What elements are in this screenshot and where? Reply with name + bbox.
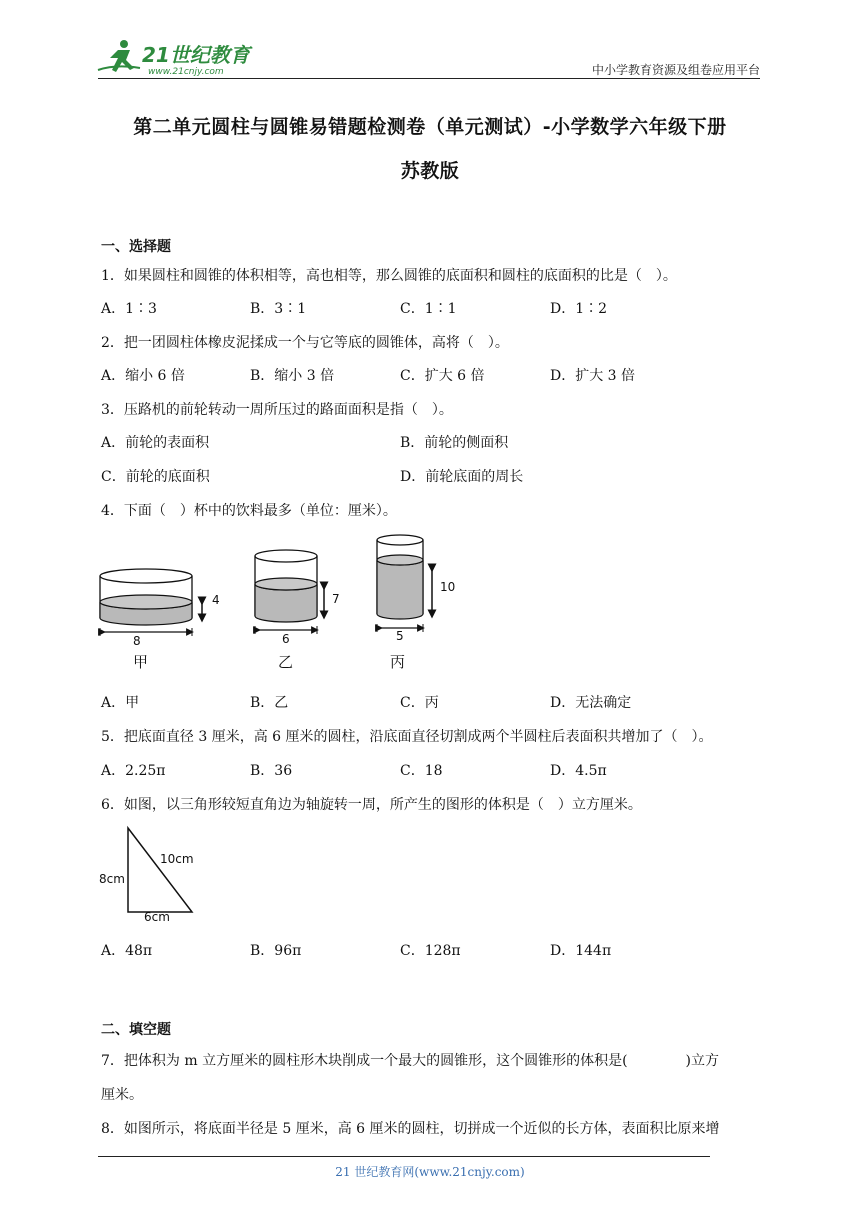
triangle-vertical-label: 8cm [99,872,125,886]
triangle-hypotenuse-label: 10cm [160,852,194,866]
svg-text:www.21cnjy.com: www.21cnjy.com [148,67,224,77]
cup-yi-diameter: 6 [282,632,290,646]
site-logo [96,38,261,78]
question-7-line2: 厘米。 [101,1087,143,1103]
q1-option-b[interactable]: B．3∶1 [250,301,307,317]
triangle-base-label: 6cm [144,910,170,924]
q1-option-d[interactable]: D．1∶2 [550,301,608,317]
cup-yi [255,550,324,634]
q3-option-a[interactable]: A．前轮的表面积 [101,435,210,451]
cup-jia-label: 甲 [133,653,149,671]
q3-option-c[interactable]: C．前轮的底面积 [101,469,210,485]
q5-option-a[interactable]: A．2.25π [101,763,166,779]
cup-yi-height: 7 [332,592,340,606]
runner-icon [98,40,140,72]
q4-option-d[interactable]: D．无法确定 [550,695,632,711]
section-heading-choice: 一、选择题 [101,239,171,255]
question-5: 5．把底面直径 3 厘米，高 6 厘米的圆柱，沿底面直径切割成两个半圆柱后表面积共增加了（ ）。 [101,729,713,745]
q1-option-a[interactable]: A．1∶3 [101,301,157,317]
q6-option-d[interactable]: D．144π [550,943,612,959]
q3-option-d[interactable]: D．前轮底面的周长 [400,469,524,485]
question-8: 8．如图所示，将底面半径是 5 厘米，高 6 厘米的圆柱，切拼成一个近似的长方体，表面积比原来增 [101,1121,720,1137]
q6-option-c[interactable]: C．128π [400,943,461,959]
q4-option-a[interactable]: A．甲 [101,695,140,711]
q2-option-a[interactable]: A．缩小 6 倍 [101,368,185,384]
q6-option-b[interactable]: B．96π [250,943,302,959]
cup-jia-height: 4 [212,593,220,607]
q4-option-c[interactable]: C．丙 [400,695,439,711]
header-divider [98,78,760,79]
q4-option-b[interactable]: B．乙 [250,695,289,711]
section-heading-fill: 二、填空题 [101,1022,171,1038]
cup-bing [377,535,432,632]
q5-option-b[interactable]: B．36 [250,763,293,779]
question-1: 1．如果圆柱和圆锥的体积相等，高也相等，那么圆锥的底面积和圆柱的底面积的比是（ ）。 [101,268,677,284]
q3-option-b[interactable]: B．前轮的侧面积 [400,435,509,451]
footer-text[interactable]: 21 世纪教育网(www.21cnjy.com) [335,1165,525,1179]
cup-jia-diameter: 8 [133,634,141,648]
page-title-line1: 第二单元圆柱与圆锥易错题检测卷（单元测试）-小学数学六年级下册 [133,116,727,138]
question-7 [101,1050,719,1070]
question-4: 4．下面（ ）杯中的饮料最多（单位：厘米）。 [101,503,397,519]
q1-option-c[interactable]: C．1∶1 [400,301,457,317]
q6-option-a[interactable]: A．48π [101,943,153,959]
q2-option-d[interactable]: D．扩大 3 倍 [550,368,636,384]
cup-jia [100,569,202,636]
site-tagline: 中小学教育资源及组卷应用平台 [591,63,760,77]
q7-text-part2: )立方 [685,1053,720,1069]
q7-text-part1: 7．把体积为 m 立方厘米的圆柱形木块削成一个最大的圆锥形，这个圆锥形的体积是( [101,1053,628,1069]
q5-option-d[interactable]: D．4.5π [550,763,607,779]
question-3: 3．压路机的前轮转动一周所压过的路面面积是指（ ）。 [101,402,453,418]
svg-text:21世纪教育: 21世纪教育 [142,43,250,67]
cup-bing-height: 10 [440,580,456,594]
question-2: 2．把一团圆柱体橡皮泥揉成一个与它等底的圆锥体，高将（ ）。 [101,335,509,351]
q2-option-c[interactable]: C．扩大 6 倍 [400,368,485,384]
q5-option-c[interactable]: C．18 [400,763,443,779]
question-6: 6．如图，以三角形较短直角边为轴旋转一周，所产生的图形的体积是（ ）立方厘米。 [101,797,642,813]
cup-bing-diameter: 5 [396,629,404,643]
cup-yi-label: 乙 [278,653,294,671]
footer-divider [98,1156,710,1157]
page-title-line2: 苏教版 [400,160,460,182]
q2-option-b[interactable]: B．缩小 3 倍 [250,368,335,384]
cup-bing-label: 丙 [390,653,406,671]
